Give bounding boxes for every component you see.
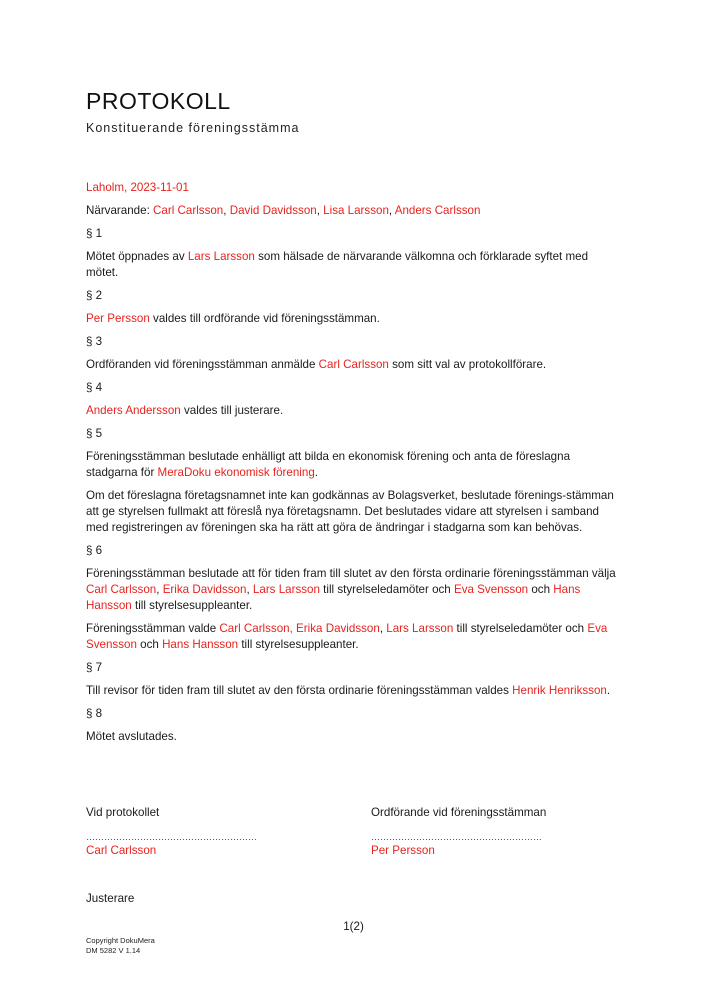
text: till styrelsesuppleanter. [238,638,359,651]
section-heading-4: § 4 [86,381,103,394]
text: till styrelseledamöter och [453,622,588,635]
section-heading-8: § 8 [86,707,103,720]
attendee-name: Anders Carlsson [394,204,481,217]
text: som hälsade de närvarande välkomna och förklarade syftet med mötet. [86,250,589,279]
section-text-5a [86,449,622,481]
separator: , [156,583,163,596]
signature-label: Vid protokollet [86,806,160,819]
section-heading-6: § 6 [86,544,103,557]
person-name: Lars Larsson [187,250,255,263]
person-name: Hans Hansson [162,638,239,651]
section-text-7 [86,683,622,699]
section-text-4 [86,403,622,419]
text: och [136,638,163,651]
attendee-name: Lisa Larsson [323,204,389,217]
person-name: Carl Carlsson [86,583,157,596]
section-text-6b [86,621,622,653]
person-name: Erika Davidsson [162,583,247,596]
attendance-label: Närvarande: [86,204,154,217]
person-name: Per Persson [86,312,150,325]
section-heading-5: § 5 [86,427,103,440]
person-name: Lars Larsson [386,622,454,635]
text: . [606,684,611,697]
text: Till revisor för tiden fram till slutet av den första ordinarie föreningsstämman valdes [86,684,513,697]
signature-line: ………………………………………………… [86,832,257,842]
signature-label: Ordförande vid föreningsstämman [371,806,547,819]
page-number: 1(2) [343,920,364,933]
separator: , [223,204,230,217]
person-name: Hans Hansson [86,583,581,612]
text: Föreningsstämman beslutade att för tiden fram till slutet av den första ordinarie föreningsstämman välja [86,567,616,580]
separator: , [379,622,387,635]
person-name: Eva Svensson [86,622,608,651]
signature-right [371,805,601,859]
signer-name: Per Persson [371,844,435,857]
section-heading-7: § 7 [86,661,103,674]
person-name: Henrik Henriksson [512,684,607,697]
person-name: Eva Svensson [453,583,529,596]
section-text-8: Mötet avslutades. [86,730,177,743]
section-text-3 [86,357,622,373]
justerare-label: Justerare [86,892,135,905]
section-text-6a [86,566,622,614]
page-title: PROTOKOLL [86,88,231,114]
section-heading-2: § 2 [86,289,103,302]
text: Föreningsstämman valde [86,622,220,635]
separator: , [388,204,395,217]
document-body [86,180,622,752]
attendance-line [86,203,622,219]
person-name: Carl Carlsson, Erika Davidsson [219,622,380,635]
text: Ordföranden vid föreningsstämman anmälde [86,358,319,371]
attendee-name: David Davidsson [229,204,317,217]
person-name: Anders Andersson [86,404,181,417]
person-name: Carl Carlsson [318,358,389,371]
text: Mötet öppnades av [86,250,188,263]
section-heading-1: § 1 [86,227,103,240]
footer-copyright [86,936,155,956]
text: till styrelsesuppleanter. [131,599,253,612]
section-text-2 [86,311,622,327]
section-text-5b: Om det föreslagna företagsnamnet inte kan godkännas av Bolagsverket, beslutade förenings-stämman att ge styrelsen fullmakt att föreslå nya företagsnamn. Det beslutades vidare att styrelsen i samband med registreringen av föreningen ska ha rätt att göra de ändringar i stadgarna som kan behövas. [86,489,614,534]
version-text: DM 5282 V 1.14 [86,946,141,955]
association-name: MeraDoku ekonomisk förening [157,466,315,479]
text: till styrelseledamöter och [319,583,454,596]
text: Föreningsstämman beslutade enhälligt att bilda en ekonomisk förening och anta de föreslagna stadgarna för [86,450,571,479]
signature-left [86,805,316,859]
text: och [528,583,554,596]
separator: , [246,583,253,596]
text: valdes till ordförande vid föreningsstämman. [149,312,380,325]
section-text-1 [86,249,622,281]
section-heading-3: § 3 [86,335,103,348]
place-date: Laholm, 2023-11-01 [86,181,189,194]
separator: , [316,204,324,217]
text: som sitt val av protokollförare. [388,358,547,371]
signature-line: ………………………………………………… [371,832,542,842]
text: . [314,466,319,479]
signer-name: Carl Carlsson [86,844,157,857]
person-name: Lars Larsson [252,583,320,596]
text: valdes till justerare. [180,404,284,417]
copyright-text: Copyright DokuMera [86,936,155,945]
page-subtitle: Konstituerande föreningsstämma [86,121,300,135]
attendee-name: Carl Carlsson [153,204,224,217]
